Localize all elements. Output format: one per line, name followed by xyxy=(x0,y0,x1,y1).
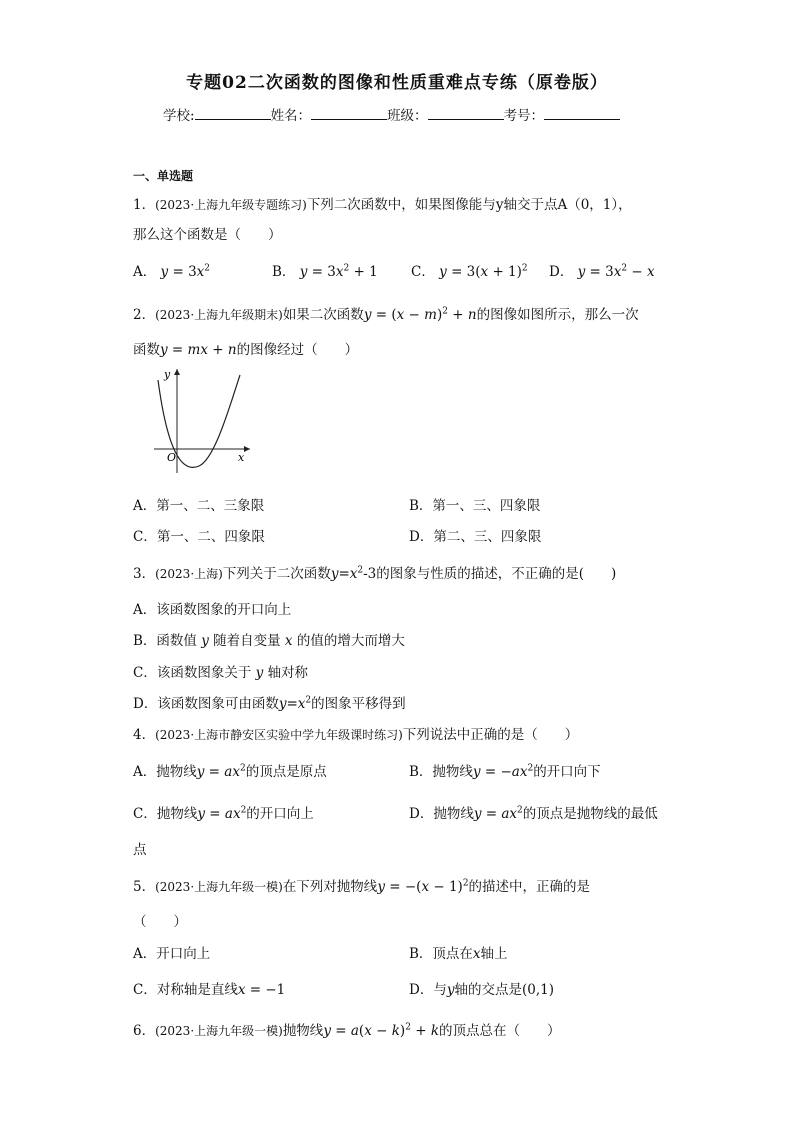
question-number: 2． xyxy=(133,307,156,323)
option-2-a: A．第一、二、三象限 xyxy=(133,498,265,514)
question-source: (2023·上海市静安区实验中学九年级课时练习) xyxy=(155,728,403,742)
option-5-a: A．开口向上 xyxy=(133,946,211,962)
option-2-b: B．第一、三、四象限 xyxy=(409,498,541,514)
class-label: 班级： xyxy=(387,108,428,124)
question-source: (2023·上海) xyxy=(155,567,223,581)
option-1-b: B． $y = 3x^2 + 1$ xyxy=(272,263,378,280)
section-heading: 一、单选题 xyxy=(133,169,194,183)
option-1-d: D． $y = 3x^2 - x$ xyxy=(549,263,655,280)
option-3-c: C．该函数图象关于 y 轴对称 xyxy=(133,665,309,681)
name-label: 姓名： xyxy=(270,108,312,124)
x-axis-label: x xyxy=(238,451,245,464)
question-text: 如果二次函数 xyxy=(282,307,364,323)
question-text: 下列二次函数中，如果图像能与 xyxy=(306,197,496,213)
question-5-line-2: （ ） xyxy=(133,914,187,930)
name-blank xyxy=(311,107,387,120)
question-number: 5． xyxy=(133,879,156,895)
question-4: 4．(2023·上海市静安区实验中学九年级课时练习)下列说法中正确的是（ ） xyxy=(133,727,579,743)
option-4-b: B．抛物线$y = -ax^2$的开口向下 xyxy=(409,763,601,780)
exam-number-blank xyxy=(544,107,620,120)
question-text: A（0，1）， xyxy=(557,197,632,213)
question-5-line-1: 5．(2023·上海九年级一模)在下列对抛物线$y = -(x - 1)^2$的描述中，正确的是 xyxy=(133,878,591,895)
question-1-line-1 xyxy=(133,193,632,213)
question-3: 3．(2023·上海)下列关于二次函数$y=x^2-3$的图象与性质的描述，不正确的是( ) xyxy=(133,565,617,582)
option-2-d: D．第二、三、四象限 xyxy=(409,529,542,545)
option-4-d-continued: 点 xyxy=(133,842,147,858)
class-blank xyxy=(428,107,504,120)
option-3-d: D．该函数图象可由函数$y=x^2$的图象平移得到 xyxy=(133,695,406,712)
option-3-b: B．函数值 y 随着自变量 x 的值的增大而增大 xyxy=(133,633,405,649)
question-text: 的图像如图所示，那么一次 xyxy=(476,307,639,323)
question-1-line-2: 那么这个函数是（ ） xyxy=(133,227,282,243)
student-info-line xyxy=(163,104,620,124)
origin-label: O xyxy=(167,451,177,464)
question-text: y xyxy=(495,197,504,213)
option-4-d: D．抛物线$y = ax^2$的顶点是抛物线的最低 xyxy=(409,805,658,822)
parabola-graph xyxy=(150,365,260,475)
option-5-d: D．与y轴的交点是(0,1) xyxy=(409,982,554,998)
question-number: 6． xyxy=(133,1023,156,1039)
option-1-a: A． $y = 3x^2$ xyxy=(133,263,211,280)
question-source: (2023·上海九年级专题练习) xyxy=(155,198,307,212)
y-axis-label: y xyxy=(164,368,171,381)
school-label: 学校: xyxy=(163,108,195,124)
option-5-b: B．顶点在x轴上 xyxy=(409,946,508,962)
question-2-line-2: 函数y = mx + n的图像经过（ ） xyxy=(133,342,359,358)
exam-number-label: 考号： xyxy=(503,108,545,124)
question-source: (2023·上海九年级期末) xyxy=(155,308,283,322)
question-text: 轴交于点 xyxy=(503,197,558,213)
question-number: 4． xyxy=(133,727,156,743)
option-2-c: C．第一、二、四象限 xyxy=(133,529,265,545)
option-5-c: C．对称轴是直线x = −1 xyxy=(133,982,286,998)
question-2-line-1: 2．(2023·上海九年级期末)如果二次函数$y = (x - m)^2 + n$的图像如图所示，那么一次 xyxy=(133,306,639,323)
question-6: 6．(2023·上海九年级一模)抛物线$y = a(x - k)^2 + k$的顶点总在（ ） xyxy=(133,1022,561,1039)
option-4-c: C．抛物线$y = ax^2$的开口向上 xyxy=(133,805,314,822)
question-number: 3． xyxy=(133,566,156,582)
option-1-c: C． $y = 3(x + 1)^2$ xyxy=(411,263,528,280)
page-title: 专题02二次函数的图像和性质重难点专练（原卷版） xyxy=(186,73,608,93)
question-source: (2023·上海九年级一模) xyxy=(155,880,283,894)
school-blank xyxy=(195,107,271,120)
question-number: 1． xyxy=(133,197,156,213)
option-4-a: A．抛物线$y = ax^2$的顶点是原点 xyxy=(133,763,327,780)
option-3-a: A．该函数图象的开口向上 xyxy=(133,602,292,618)
question-source: (2023·上海九年级一模) xyxy=(155,1024,283,1038)
